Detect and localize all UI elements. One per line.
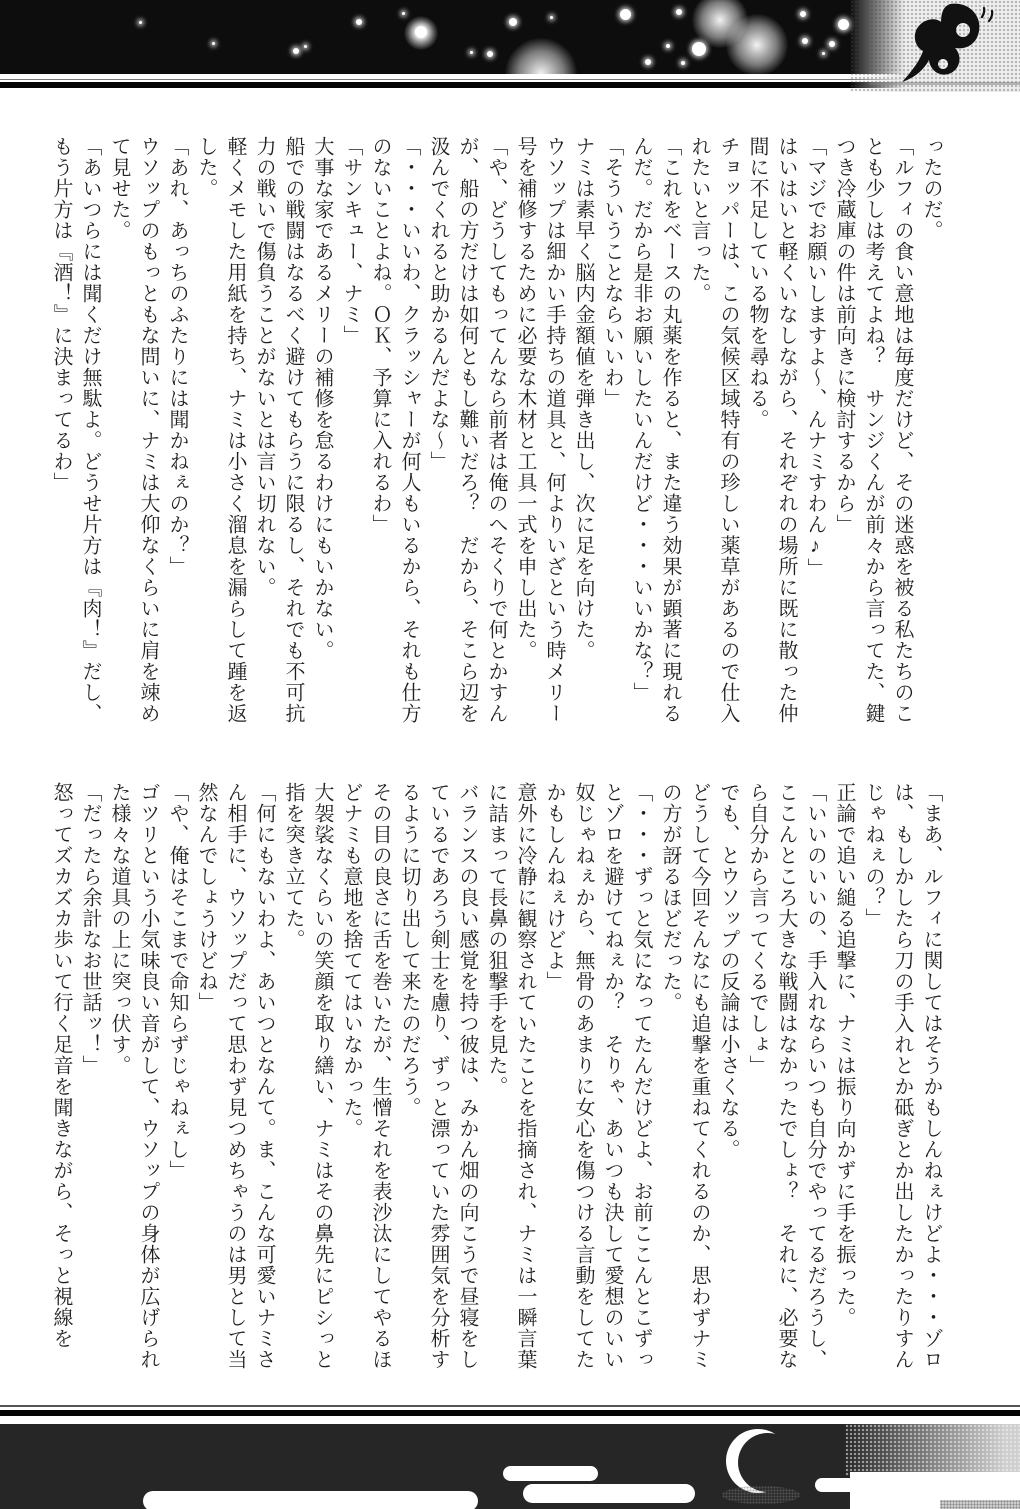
star-icon xyxy=(402,12,405,15)
paragraph: 軽くメモした用紙を持ち、ナミは小さく溜息を漏らして踵を返した。 xyxy=(195,136,246,724)
star-icon xyxy=(829,41,835,47)
paragraph: チョッパーは、この気候区域特有の珍しい薬草があるので仕入れたいと言った。 xyxy=(688,136,739,724)
halftone-corner xyxy=(940,1500,1020,1509)
paragraph: 大袈裟なくらいの笑顔を取り繕い、ナミはその鼻先にピシっと指を突き立てた。 xyxy=(282,782,333,1370)
star-icon xyxy=(139,21,142,24)
paragraph: ったのだ。 xyxy=(920,136,942,241)
star-icon xyxy=(356,19,362,25)
paragraph: ナミは素早く脳内金額値を弾き出し、次に足を向けた。 xyxy=(572,136,594,661)
paragraph: ウソップのもっともな問いに、ナミは大仰なくらいに肩を竦めて見せた。 xyxy=(108,136,159,724)
paragraph: 「あいつらには聞くだけ無駄よ。どうせ片方は『肉！』だし、もう片方は『酒！』に決まってるわ」 xyxy=(50,136,101,724)
upper-text-block xyxy=(46,136,945,742)
paragraph: 大事な家であるメリーの補修を怠るわけにもいかない。 xyxy=(311,136,333,661)
paragraph: 「これをベースの丸薬を作ると、また違う効果が顕著に現れるんだ。だから是非お願いしたいんだけど・・・いいかな？」 xyxy=(630,136,681,724)
paragraph: バランスの良い感覚を持つ彼は、みかん畑の向こうで昼寝をしているであろう剣士を慮り、ずっと漂っていた雰囲気を分析するように切り出して来たのだろう。 xyxy=(398,782,478,1370)
star-icon xyxy=(666,44,670,48)
star-icon xyxy=(304,45,307,48)
moon-carve xyxy=(738,1433,797,1492)
paragraph: 「マジでお願いしますよ～、んナミすわん♪」 xyxy=(804,136,826,579)
star-icon xyxy=(487,51,493,57)
paragraph: どうして今回そんなにも追撃を重ねてくれるのか、思わずナミの方が訝るほどだった。 xyxy=(659,782,710,1370)
star-icon xyxy=(415,26,427,38)
star-icon xyxy=(692,42,706,56)
paragraph: 「だったら余計なお世話ッ！」 xyxy=(79,782,101,1076)
separator-rule-thin xyxy=(0,1405,1020,1407)
paragraph: 意外に冷静に観察されていたことを指摘され、ナミは一瞬言葉に詰まって長鼻の狙撃手を見た。 xyxy=(485,782,536,1370)
star-icon xyxy=(470,51,473,54)
paragraph: 「そういうことならいいわ」 xyxy=(601,136,623,409)
separator-rule-thick xyxy=(0,1410,1020,1416)
star-icon xyxy=(509,18,517,26)
star-icon xyxy=(212,42,215,45)
paragraph: その目の良さに舌を巻いたが、生憎それを表沙汰にしてやるほどナミも意地を捨ててはいなかった。 xyxy=(340,782,391,1370)
paragraph: 「何にもないわよ、あいつとなんて。ま、こんな可愛いナミさん相手に、ウソップだって思わず見つめちゃうのは男として当然なんでしょうけどね」 xyxy=(195,782,275,1370)
bokeh-glow-icon xyxy=(505,38,577,74)
cloud-shape-icon xyxy=(815,1478,1020,1492)
halftone-fade xyxy=(845,1424,1020,1476)
star-icon xyxy=(822,52,825,55)
paragraph: 正論で追い縋る追撃に、ナミは振り向かずに手を振った。 xyxy=(833,782,855,1328)
paragraph: でも、とウソップの反論は小さくなる。 xyxy=(717,782,739,1160)
paragraph: 怒ってズカズカ歩いて行く足音を聞きながら、そっと視線を xyxy=(50,782,72,1349)
bottom-decorative-band xyxy=(0,1424,1020,1509)
star-icon xyxy=(645,59,651,65)
star-icon xyxy=(550,16,553,19)
paragraph: 「・・・いいわ、クラッシャーが何人もいるから、それも仕方のないことよね。ＯＫ、予算に入れるわ」 xyxy=(369,136,420,724)
star-icon xyxy=(620,9,631,20)
star-icon xyxy=(681,61,685,65)
star-icon xyxy=(676,9,682,15)
cloud-shape-icon xyxy=(143,1491,478,1509)
lower-text-block xyxy=(46,782,945,1388)
paragraph: はいはいと軽くいなしながら、それぞれの場所に既に散った仲間に不足している物を尋ねる。 xyxy=(746,136,797,724)
paragraph: 「ルフィの食い意地は毎度だけど、その迷惑を被る私たちのことも少しは考えてよね？ サンジくんが前々から言ってた、鍵つき冷蔵庫の件は前向きに検討するから」 xyxy=(833,136,913,724)
star-icon xyxy=(838,19,849,30)
butterfly-icon xyxy=(890,1,994,83)
bokeh-glow-icon xyxy=(726,14,788,74)
paragraph: 「まあ、ルフィに関してはそうかもしんねぇけどよ・・・ゾロは、もしかしたら刀の手入れとか砥ぎとか出したかったりすんじゃねぇの？」 xyxy=(862,782,942,1370)
paragraph: ウソップは細かい手持ちの道具と、何よりいざという時メリー号を補修するために必要な木材と工具一式を申し出た。 xyxy=(514,136,565,724)
paragraph: 「や、俺はそこまで命知らずじゃねぇし」 xyxy=(166,782,188,1181)
moon-halftone-shadow xyxy=(722,1486,800,1504)
cloud-shape-icon xyxy=(503,1466,598,1481)
paragraph: 「いいのいいの、手入れならいつも自分でやってるだろうし、ここんところ大きな戦闘はなかったでしょ？ それに、必要なら自分から言ってくるでしょ」 xyxy=(746,782,826,1370)
paragraph: 「あれ、あっちのふたりには聞かねぇのか？」 xyxy=(166,136,188,577)
star-icon xyxy=(802,38,808,44)
paragraph: 船での戦闘はなるべく避けてもらうに限るし、それでも不可抗力の戦いで傷負うことがないとは言い切れない。 xyxy=(253,136,304,724)
paragraph: 「・・・ずっと気になってたんだけどよ、お前ここんとこずっとゾロを避けてねぇか？ そりゃ、あいつも決して愛想のいい奴じゃねぇから、無骨のあまりに女心を傷つける言動をしてたかもしんねぇけどよ」 xyxy=(543,782,652,1370)
paragraph: 「サンキュー、ナミ」 xyxy=(340,136,362,346)
star-icon xyxy=(800,11,806,17)
star-icon xyxy=(293,48,299,54)
cloud-shape-icon xyxy=(523,1484,695,1503)
paragraph: 「や、どうしてもってんなら前者は俺のへそくりで何とかすんが、船の方だけは如何ともし難いだろ？ だから、そこら辺を汲んでくれると助かるんだよな～」 xyxy=(427,136,507,724)
crescent-moon-icon xyxy=(726,1429,790,1493)
paragraph: ゴツリという小気味良い音がして、ウソップの身体が広げられた様々な道具の上に突っ伏す。 xyxy=(108,782,159,1370)
